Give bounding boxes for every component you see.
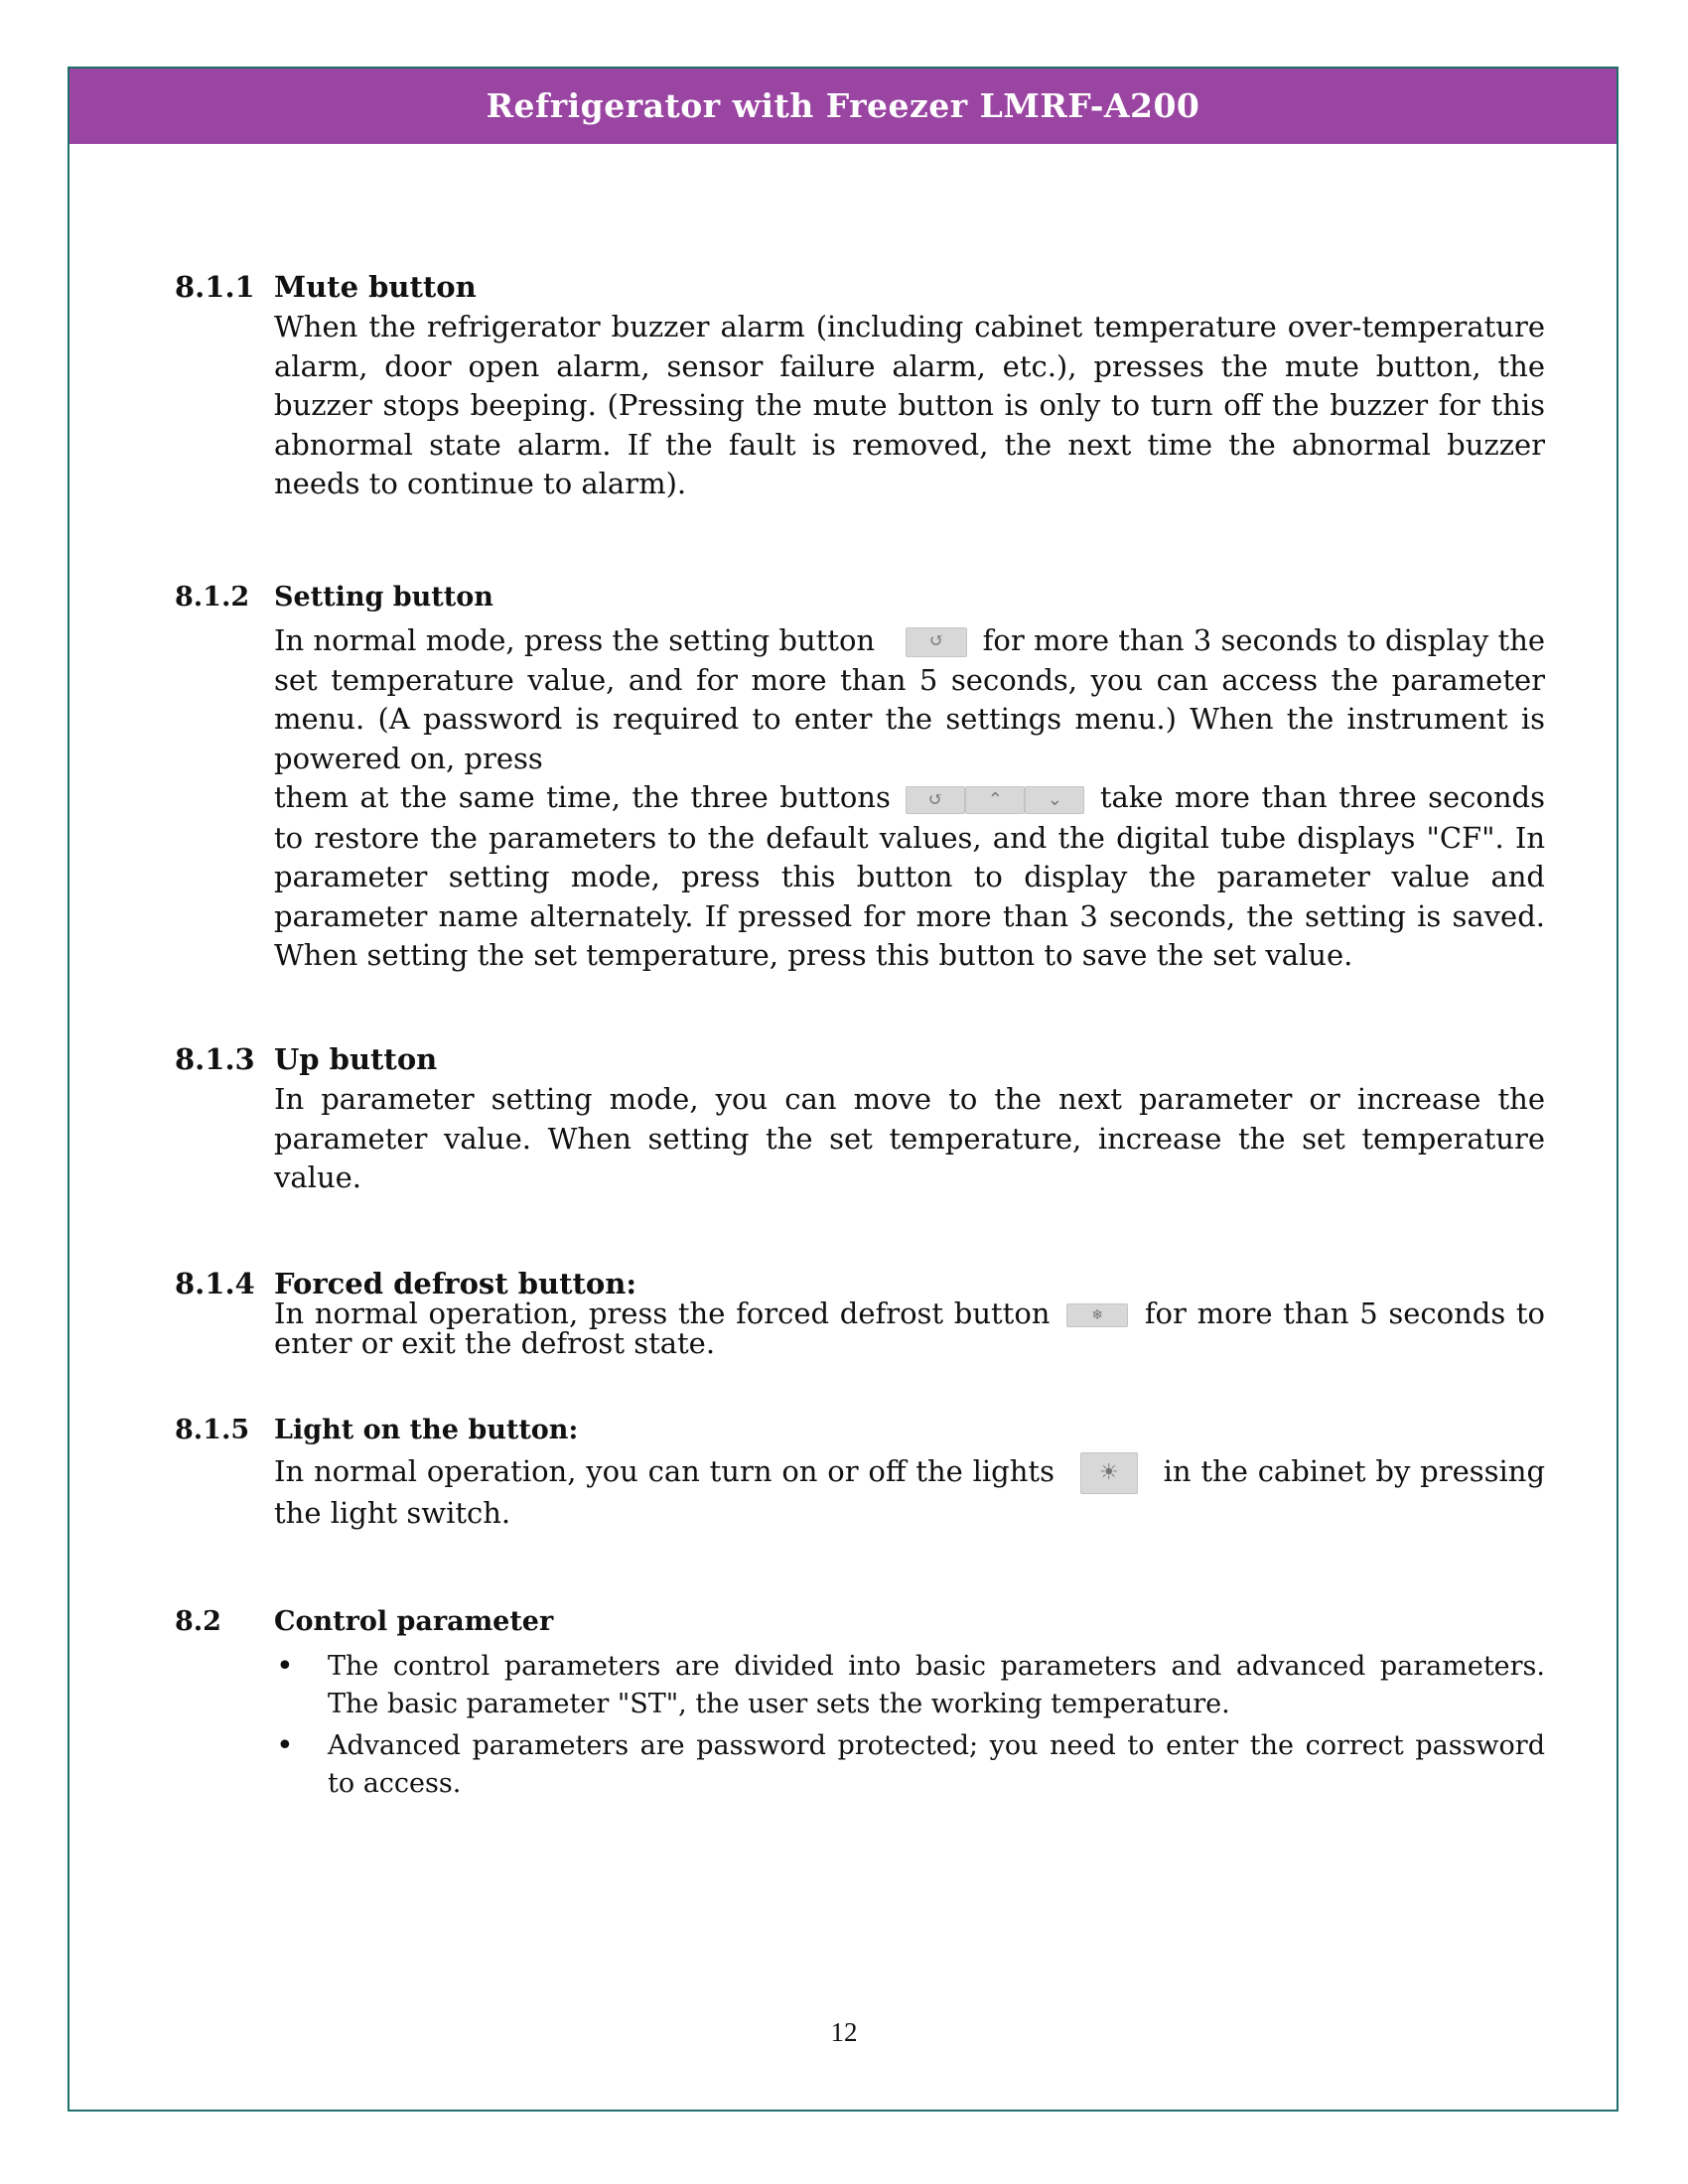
text-part: them at the same time, the three buttons (274, 780, 891, 814)
section-number: 8.1.5 (175, 1415, 250, 1445)
section-number: 8.1.2 (175, 582, 250, 613)
up-button-icon: ⌃ (965, 786, 1025, 814)
section-body (274, 1080, 1545, 1198)
section-number: 8.1.1 (175, 270, 255, 304)
section-body (274, 621, 1545, 976)
section-body (274, 1452, 1545, 1534)
setting-button-icon: ↺ (906, 786, 965, 814)
section-number: 8.1.4 (175, 1267, 255, 1300)
section-body (274, 308, 1545, 504)
section-title: Control parameter (274, 1606, 554, 1637)
paragraph: When the refrigerator buzzer alarm (including cabinet temperature over-temperature alarm, door open alarm, sensor failure alarm, etc.), presses the mute button, the buzzer stops beeping. (Pressing the mute button is only to turn off the buzzer for this abnormal state alarm. If the fault is removed, the next time the abnormal buzzer needs to continue to alarm). (274, 310, 1545, 500)
section-title: Light on the button: (274, 1415, 579, 1445)
section-title: Up button (274, 1042, 438, 1076)
text-part: In normal mode, press the setting button (274, 623, 876, 657)
bullet-list (274, 1648, 1545, 1807)
list-item: • Advanced parameters are password protected; you need to enter the correct password to access. (274, 1727, 1545, 1803)
paragraph: In parameter setting mode, you can move to the next parameter or increase the parameter value. When setting the set temperature, increase the set temperature value. (274, 1082, 1545, 1194)
text-part: In normal operation, you can turn on or off the lights (274, 1454, 1055, 1488)
page-header (70, 68, 1617, 144)
section-title: Setting button (274, 582, 493, 613)
paragraph (274, 621, 1545, 778)
defrost-button-icon: ❄ (1066, 1303, 1128, 1327)
three-buttons-group (906, 779, 1084, 819)
header-title: Refrigerator with Freezer LMRF-A200 (486, 86, 1200, 125)
section-number: 8.2 (175, 1606, 221, 1637)
section-body (274, 1298, 1545, 1358)
text-part: for more than 5 seconds to enter or exit the defrost state. (274, 1297, 1545, 1360)
list-item: • The control parameters are divided into basic parameters and advanced parameters. The basic parameter "ST", the user sets the working temperature. (274, 1648, 1545, 1723)
paragraph (274, 1452, 1545, 1534)
paragraph (274, 778, 1545, 976)
text-part: in the cabinet by pressing the light switch. (274, 1454, 1546, 1530)
down-button-icon: ⌄ (1025, 786, 1084, 814)
light-button-icon: ☀ (1080, 1452, 1138, 1494)
text-part: for more than 3 seconds to display the set temperature value, and for more than 5 seconds, you can access the parameter menu. (A password is required to enter the settings menu.) When the instrument is powered on, press (274, 623, 1546, 775)
section-title: Forced defrost button: (274, 1267, 637, 1300)
setting-button-icon: ↺ (906, 627, 967, 657)
paragraph (274, 1298, 1545, 1358)
section-title: Mute button (274, 270, 477, 304)
page-number: 12 (830, 2017, 858, 2047)
section-number: 8.1.3 (175, 1042, 255, 1076)
text-part: take more than three seconds to restore the parameters to the default values, and the digital tube displays "CF". In parameter setting mode, press this button to display the parameter value and parameter name alternately. If pressed for more than 3 seconds, the setting is saved. When setting the set temperature, press this button to save the set value. (274, 780, 1545, 973)
text-part: In normal operation, press the forced defrost button (274, 1297, 1051, 1330)
